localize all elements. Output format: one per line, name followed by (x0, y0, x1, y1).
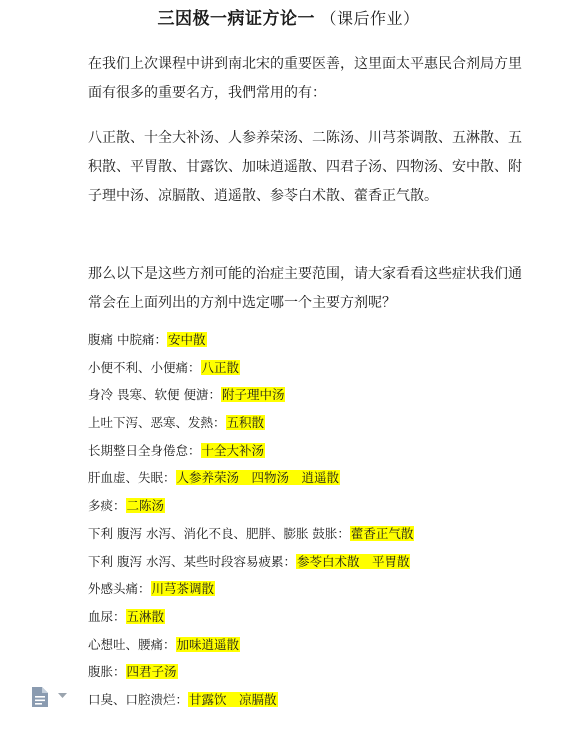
symptom-row (88, 358, 548, 386)
symptom-row (88, 662, 548, 690)
caret-down-icon[interactable] (58, 693, 67, 699)
symptom-text: 腹胀： (88, 664, 126, 680)
symptom-row (88, 441, 548, 469)
answer-highlight: 附子理中汤 (221, 387, 285, 403)
symptom-text: 身冷 畏寒、软便 便溏： (88, 387, 221, 403)
answer-highlight: 甘露饮 凉膈散 (189, 691, 277, 707)
answer-highlight: 二陈汤 (126, 498, 165, 514)
answer-highlight: 八正散 (201, 359, 240, 375)
symptom-text: 血尿： (88, 608, 126, 624)
answer-highlight: 人参养荣汤 四物汤 逍遥散 (176, 470, 340, 486)
page-title (0, 8, 577, 30)
symptom-row (88, 330, 548, 358)
symptom-text: 上吐下泻、恶寒、发熱： (88, 415, 226, 431)
answer-highlight: 安中散 (167, 332, 206, 347)
document-icon[interactable] (30, 686, 50, 708)
title-subtitle: （课后作业） (314, 9, 420, 28)
symptom-row (88, 635, 548, 663)
answer-highlight: 川芎茶调散 (151, 581, 215, 597)
symptom-row (88, 690, 548, 718)
symptom-row (88, 496, 548, 524)
symptom-text: 外感头痛： (88, 581, 151, 597)
answer-highlight: 五淋散 (126, 608, 165, 624)
symptom-row (88, 413, 548, 441)
symptom-text: 长期整日全身倦怠： (88, 442, 201, 458)
symptom-row (88, 385, 548, 413)
symptom-row (88, 468, 548, 496)
symptom-text: 下利 腹泻 水泻、某些时段容易疲累： (88, 553, 296, 569)
symptom-row (88, 552, 548, 580)
question-paragraph: 那么以下是这些方剂可能的治症主要范围，请大家看看这些症状我们通常会在上面列出的方剂中选定哪一个主要方剂呢？ (88, 266, 522, 311)
symptom-row (88, 524, 548, 552)
intro-paragraph: 在我们上次课程中讲到南北宋的重要医善，这里面太平惠民合剂局方里面有很多的重要名方，我們常用的有： (88, 56, 522, 101)
symptom-text: 下利 腹泻 水泻、消化不良、肥胖、膨胀 鼓胀： (88, 525, 350, 541)
symptom-row (88, 607, 548, 635)
symptom-text: 腹痛 中脘痛： (88, 332, 167, 347)
answer-highlight: 参苓白术散 平胃散 (296, 553, 410, 569)
formula-list-paragraph: 八正散、十全大补汤、人参养荣汤、二陈汤、川芎茶调散、五淋散、五积散、平胃散、甘露饮、加味逍遥散、四君子汤、四物汤、安中散、附子理中汤、凉膈散、逍遥散、参苓白术散、藿香正气散。 (88, 130, 522, 204)
symptom-row (88, 579, 548, 607)
answer-highlight: 十全大补汤 (201, 442, 265, 458)
symptom-text: 肝血虚、失眠： (88, 470, 176, 486)
symptom-text: 口臭、口腔溃烂： (88, 691, 189, 707)
symptom-text: 小便不利、小便痛： (88, 359, 201, 375)
answer-highlight: 四君子汤 (126, 664, 177, 680)
title-main: 三因极一病证方论一 (157, 9, 315, 29)
answer-highlight: 五积散 (226, 415, 265, 431)
answer-highlight: 加味逍遥散 (176, 636, 240, 652)
symptom-text: 多痰： (88, 498, 126, 514)
answer-highlight: 藿香正气散 (350, 525, 414, 541)
symptom-text: 心想吐、腰痛： (88, 636, 176, 652)
symptom-answer-list (88, 330, 548, 718)
